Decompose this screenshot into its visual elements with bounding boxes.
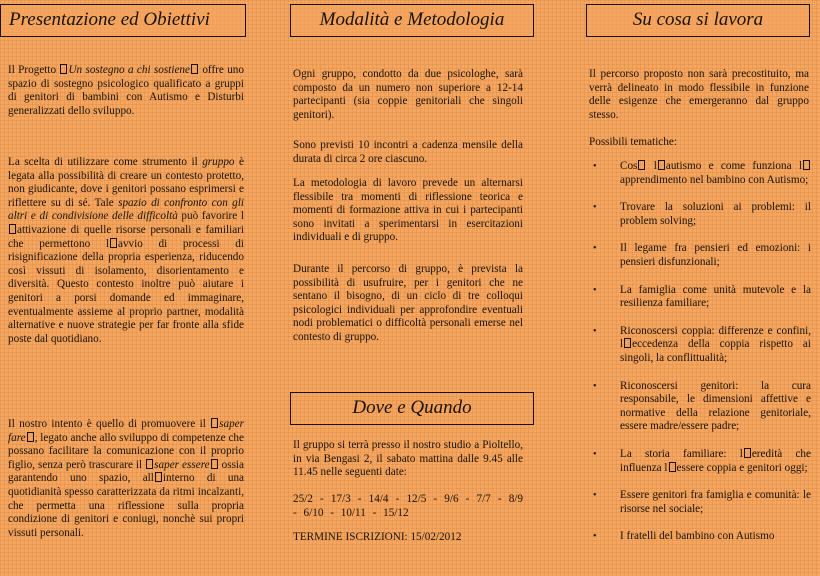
list-item: • Il legame fra pensieri ed emozioni: i pensieri disfunzionali; [593, 242, 811, 268]
paragraph-project-intro: Il Progetto Un sostegno a chi sostiene offre uno spazio di sostegno psicologico qualificato a gruppi di genitori di bambini con Autismo e Disturbi generalizzati dello sviluppo. [8, 64, 244, 117]
paragraph-meetings: Sono previsti 10 incontri a cadenza mensile della durata di circa 2 ore ciascuno. [293, 139, 523, 165]
list-item: • Trovare la soluzioni ai problemi: il problem solving; [593, 201, 811, 227]
paragraph-group-composition: Ogni gruppo, condotto da due psicologhe, sarà composto da un numero non superiore a 12-14 partecipanti (sia coppie genitoriali che singoli genitori). [293, 68, 523, 121]
paragraph-group-choice: La scelta di utilizzare come strumento il gruppo è legata alla possibilità di creare un contesto protetto, non giudicante, dove i genitori possano esprimersi e riflettere su di sé. Tale spazio di confronto con gli altri e di condivisione delle difficoltà può favorire lattivazione di quelle risorse personali e familiari che permettono l avvio di processi di risignificazione della propria esperienza, riducendo così vissuti di isolamento, disorientamento e diversità. Questo contesto inoltre può aiutare i genitori a porsi domande ed immaginare, eventualmente assieme al proprio partner, modalità alternative e nuove strategie per far fronte alla sfide poste dal quotidiano. [8, 156, 244, 345]
list-item: • La famiglia come unità mutevole e la resilienza familiare; [593, 283, 811, 310]
section-title-su-cosa: Su cosa si lavora [586, 4, 810, 37]
paragraph-flexible-path: Il percorso proposto non sarà precostituito, ma verrà delineato in modo flessibile in funzione delle esigenze che emergeranno dal gruppo stesso. [589, 68, 809, 121]
list-item: • Cos l autismo e come funziona lapprendimento nel bambino con Autismo; [593, 160, 809, 186]
list-item: • Riconoscersi genitori: la cura responsabile, le dimensioni affettive e normative della relazione genitoriale, essere madre/essere padre; [593, 379, 811, 433]
list-item: • La storia familiare: l eredità che influenza l essere coppia e genitori oggi; [593, 447, 811, 474]
section-title-dove-quando: Dove e Quando [290, 392, 534, 425]
list-item: • Riconoscersi coppia: differenze e confini, l eccedenza della coppia rispetto ai singoli, la conflittualità; [593, 324, 811, 364]
dates-list: 25/2 - 17/3 - 14/4 - 12/5 - 9/6 - 7/7 - 8/9 - 6/10 - 10/11 - 15/12 [293, 493, 523, 519]
section-title-modalita: Modalità e Metodologia [290, 4, 534, 37]
paragraph-methodology: La metodologia di lavoro prevede un alternarsi flessibile tra momenti di riflessione teorica e momenti di formazione attiva in cui i partecipanti sono invitati a sperimentarsi in esercitazioni individuali e di gruppo. [293, 177, 523, 244]
registration-deadline: TERMINE ISCRIZIONI: 15/02/2012 [293, 531, 462, 543]
list-item: • Essere genitori fra famiglia e comunità: le risorse nel sociale; [593, 489, 811, 515]
paragraph-location: Il gruppo si terrà presso il nostro studio a Pioltello, in via Bengasi 2, il sabato mattina dalle 9.45 alle 11.45 nelle seguenti date: [293, 439, 523, 479]
paragraph-intent: Il nostro intento è quello di promuovere il saper fare , legato anche allo sviluppo di competenze che possano facilitare la comunicazione con il proprio figlio, senza però trascurare il saper essere ossia garantendo uno spazio, all interno di una quotidianità spesso caratterizzata da ritmi incalzanti, che permetta una riflessione sulla propria condizione di genitori e coniugi, nonchè sui propri vissuti personali. [8, 418, 245, 539]
list-item: • I fratelli del bambino con Autismo [593, 530, 775, 543]
topics-list [587, 160, 811, 544]
section-title-presentazione: Presentazione ed Obiettivi [0, 4, 246, 37]
topics-heading: Possibili tematiche: [589, 136, 677, 148]
paragraph-individual-sessions: Durante il percorso di gruppo, è prevista la possibilità di usufruire, per i genitori che ne sentano il bisogno, di un ciclo di tre colloqui psicologici individuali per approfondire eventuali nodi problematici o difficoltà personali emerse nel contesto di gruppo. [293, 263, 523, 343]
